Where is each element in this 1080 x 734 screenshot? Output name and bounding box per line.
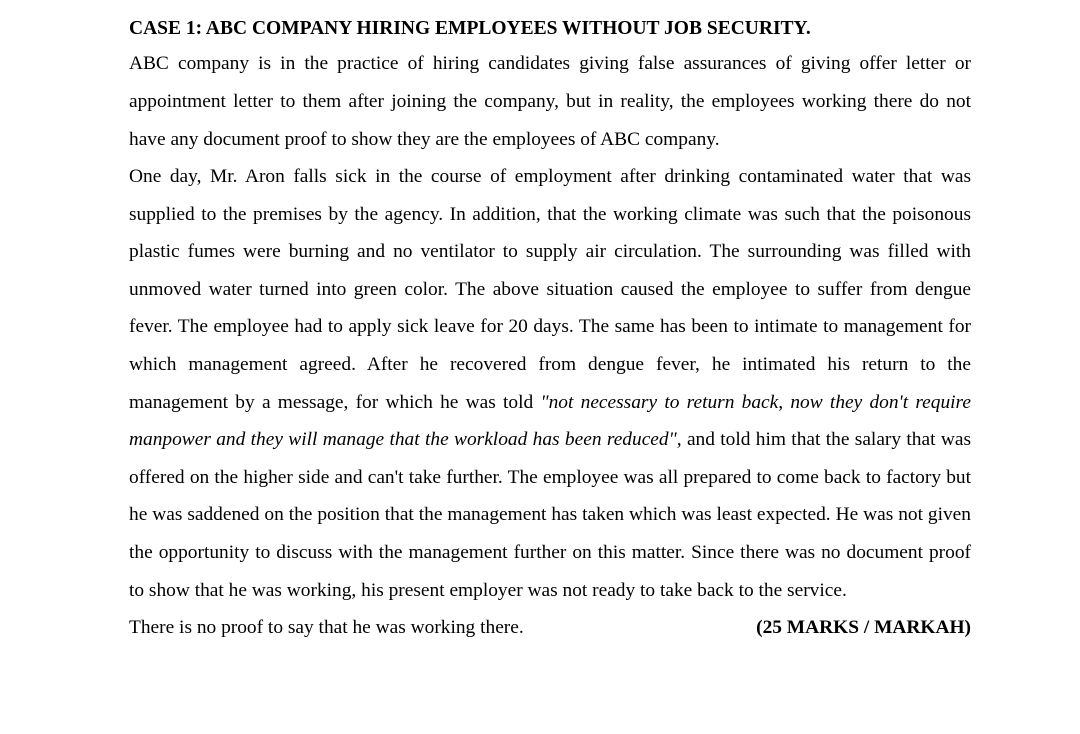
final-line: [129, 609, 971, 647]
marks-label: (25 MARKS / MARKAH): [756, 617, 971, 639]
paragraph-2-text-start: One day, Mr. Aron falls sick in the course of employment after drinking contaminated water that was supplied to the premises by the agency. In addition, that the working climate was such that the poisonous plastic fumes were burning and no ventilator to supply air circulation. The surrounding was filled with unmoved water turned into green color. The above situation caused the employee to suffer from dengue fever. The employee had to apply sick leave for 20 days. The same has been to intimate to management for which management agreed. After he recovered from dengue fever, he intimated his return to the management by a message, for which he was told: [129, 166, 971, 413]
case-title: CASE 1: ABC COMPANY HIRING EMPLOYEES WITHOUT JOB SECURITY.: [129, 18, 811, 39]
case-paragraph-1: ABC company is in the practice of hiring candidates giving false assurances of giving offer letter or appointment letter to them after joining the company, but in reality, the employees working there do not have any document proof to show they are the employees of ABC company.: [129, 53, 971, 150]
final-sentence: There is no proof to say that he was working there.: [129, 617, 524, 639]
case-paragraph-2: [129, 158, 971, 609]
paragraph-2-text-end: and told him that the salary that was offered on the higher side and can't take further. The employee was all prepared to come back to factory but he was saddened on the position that the management has taken which was least expected. He was not given the opportunity to discuss with the management further on this matter. Since there was no document proof to show that he was working, his present employer was not ready to take back to the service.: [129, 429, 971, 601]
management-quote: "not necessary to return back, now they don't require manpower and they will manage that the workload has been reduced",: [129, 391, 971, 451]
case-document: [129, 13, 971, 647]
